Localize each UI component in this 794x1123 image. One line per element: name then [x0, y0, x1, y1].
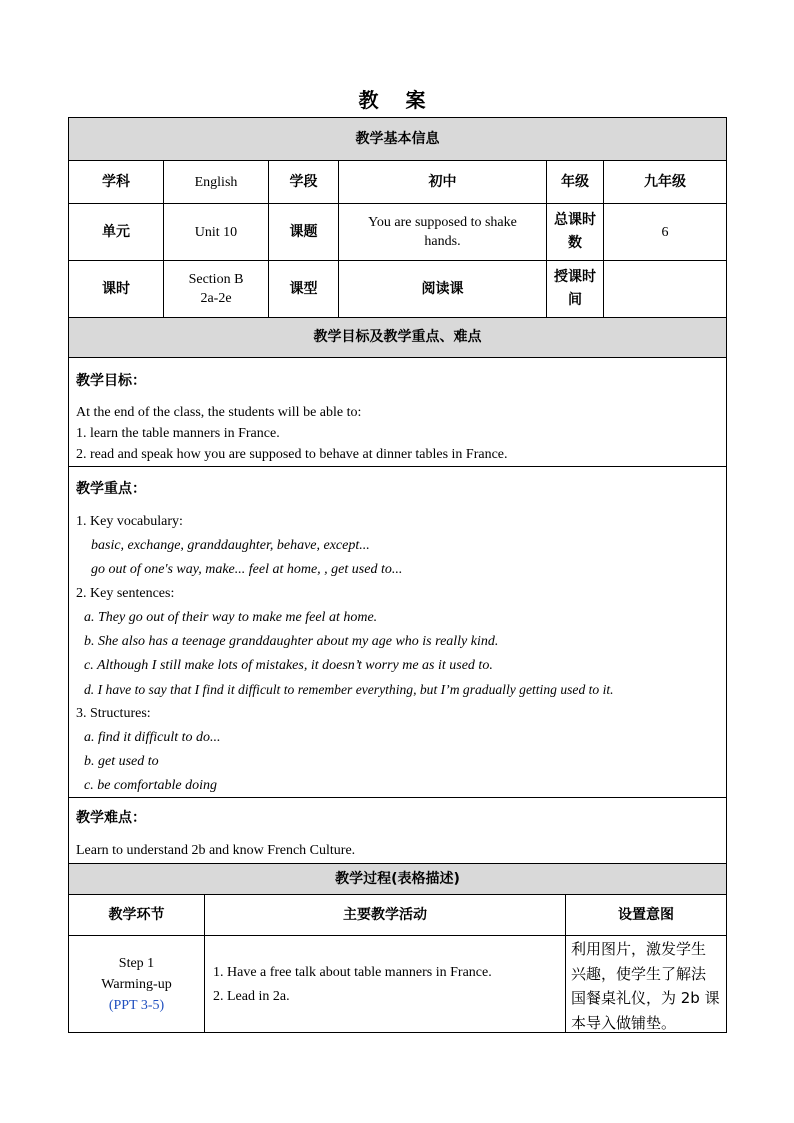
intent-line: 本导入做铺垫。 [571, 1013, 677, 1032]
vocab-line: go out of one's way, make... feel at home, , get used to... [91, 562, 403, 577]
intent-line: 利用图片，激发学生 [571, 940, 707, 958]
sentence-line: c. Although I still make lots of mistakes, it doesn’t worry me as it used to. [84, 658, 493, 673]
unit-value: Unit 10 [194, 224, 238, 240]
sentence-line: b. She also has a teenage granddaughter about my age who is really kind. [84, 634, 499, 649]
teaching-time-value [604, 261, 726, 317]
sentences-title: 2. Key sentences: [76, 586, 175, 601]
process-col-stage: 教学环节 [108, 906, 165, 923]
structures-title: 3. Structures: [76, 706, 151, 721]
process-header: 教学过程(表格描述) [335, 870, 460, 887]
objective-line: 1. learn the table manners in France. [76, 426, 280, 441]
stage-label: 学段 [289, 173, 318, 190]
intent-cell [571, 937, 723, 1035]
difficulty-text: Learn to understand 2b and know French Culture. [76, 843, 356, 858]
sentence-line: a. They go out of their way to make me feel at home. [84, 610, 378, 625]
period-label: 课时 [102, 280, 130, 297]
key-points-heading: 教学重点： [76, 481, 146, 497]
difficulty-heading: 教学难点： [76, 810, 146, 826]
structure-line: b. get used to [84, 754, 159, 769]
vocab-title: 1. Key vocabulary: [76, 514, 183, 529]
basic-info-header: 教学基本信息 [355, 130, 440, 147]
subject-label: 学科 [102, 173, 130, 190]
objective-line: At the end of the class, the students will be able to: [76, 405, 362, 420]
stage-value: 初中 [428, 173, 457, 190]
lesson-type-value: 阅读课 [421, 280, 464, 297]
total-periods-label: 总课时数 [554, 212, 596, 251]
period-value-line2: 2a-2e [200, 291, 232, 306]
period-value [164, 261, 268, 317]
process-col-activity: 主要教学活动 [343, 906, 427, 923]
objectives-heading: 教学目标： [76, 373, 146, 389]
teaching-time-label: 授课时间 [554, 269, 596, 308]
activity-line: 2. Lead in 2a. [213, 989, 290, 1004]
lesson-type-label: 课型 [289, 280, 318, 297]
vocab-line: basic, exchange, granddaughter, behave, except... [91, 538, 370, 553]
topic-label: 课题 [289, 223, 318, 240]
intent-line: 国餐桌礼仪，为 2b 课 [571, 989, 720, 1007]
sentence-line: d. I have to say that I find it difficult to remember everything, but I’m gradually getting used to it. [84, 682, 614, 697]
subject-value: English [194, 174, 238, 190]
process-col-intent: 设置意图 [618, 906, 674, 923]
unit-label: 单元 [102, 223, 130, 240]
intent-line: 兴趣，使学生了解法 [571, 964, 707, 983]
period-value-line1: Section B [188, 272, 244, 287]
step-name: Warming-up [101, 976, 172, 992]
objective-line: 2. read and speak how you are supposed to behave at dinner tables in France. [76, 447, 508, 462]
step-cell [69, 936, 204, 1032]
topic-value: You are supposed to shake hands. [368, 215, 517, 249]
grade-value: 九年级 [644, 173, 686, 190]
grade-label: 年级 [561, 173, 589, 190]
step-title: Step 1 [118, 955, 155, 971]
structure-line: c. be comfortable doing [84, 778, 217, 793]
structure-line: a. find it difficult to do... [84, 730, 221, 745]
activity-line: 1. Have a free talk about table manners in France. [213, 965, 492, 980]
document-title: 教 案 [358, 88, 436, 112]
objectives-header: 教学目标及教学重点、难点 [313, 329, 482, 345]
step-ppt-ref: (PPT 3-5) [108, 997, 165, 1013]
total-periods-value: 6 [661, 224, 669, 240]
